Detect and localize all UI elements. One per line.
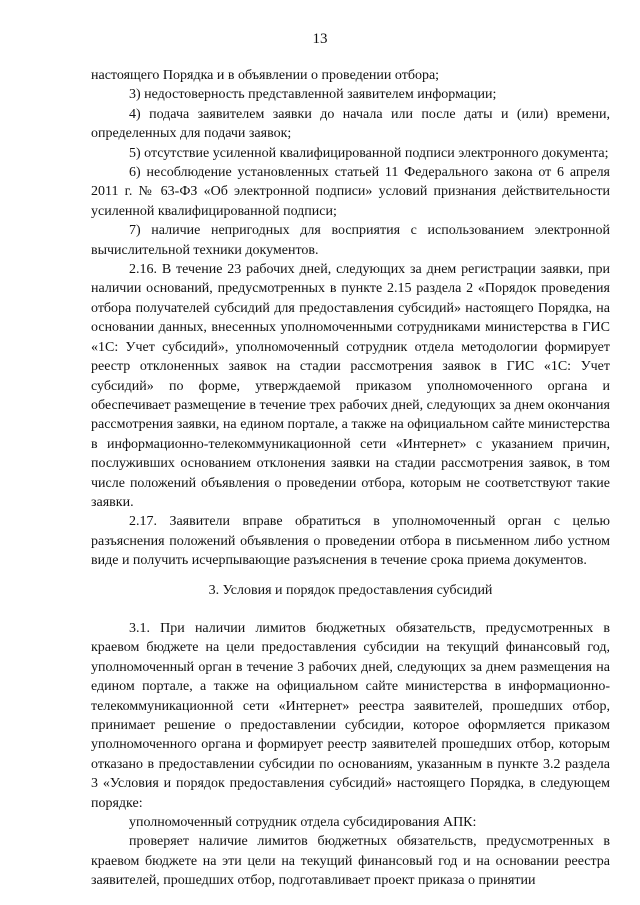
- list-item-6: 6) несоблюдение установленных статьей 11 Федерального закона от 6 апреля 2011 г. № 63-ФЗ «Об электронной подписи» условий признания действительности усиленной квалифицированной подписи;: [91, 165, 610, 219]
- list-item-7: 7) наличие непригодных для восприятия с использованием электронной вычислительной техники документов.: [91, 223, 610, 258]
- paragraph: настоящего Порядка и в объявлении о проведении отбора;: [91, 68, 440, 83]
- section-heading: 3. Условия и порядок предоставления субсидий: [208, 582, 493, 598]
- page-number: 13: [312, 31, 328, 47]
- clause-2-17: 2.17. Заявители вправе обратиться в уполномоченный орган с целью разъяснения положений объявления о проведении отбора в письменном либо устном виде и получить исчерпывающие разъяснения в течение срока приема документов.: [91, 514, 610, 569]
- list-item-3: 3) недостоверность представленной заявителем информации;: [129, 87, 497, 103]
- list-item-5: 5) отсутствие усиленной квалифицированной подписи электронного документа;: [129, 145, 609, 161]
- list-item-4: 4) подача заявителем заявки до начала или после даты и (или) времени, определенных для подачи заявок;: [91, 106, 610, 142]
- paragraph: проверяет наличие лимитов бюджетных обязательств, предусмотренных в краевом бюджете на эти цели на текущий финансовый год и на основании реестра заявителей, прошедших отбор, подготавливает проект приказа о принятии: [91, 834, 610, 889]
- document-body: [91, 66, 610, 891]
- clause-3-1: 3.1. При наличии лимитов бюджетных обязательств, предусмотренных в краевом бюджете на цели предоставления субсидии на текущий финансовый год, уполномоченный орган в течение 3 рабочих дней, следующих за днем размещения на едином портале, а также на официальном сайте министерства в информационно-телекоммуникационной сети «Интернет» реестра заявителей, прошедших отбор, принимает решение о предоставлении субсидии, которое оформляется приказом уполномоченного органа и формирует реестр заявителей прошедших отбор, которым отказано в предоставлении субсидии по основаниям, указанным в пункте 3.2 раздела 3 «Условия и порядок предоставления субсидий» настоящего Порядка, в следующем порядке:: [91, 620, 610, 811]
- paragraph: уполномоченный сотрудник отдела субсидирования АПК:: [129, 815, 477, 831]
- clause-2-16: 2.16. В течение 23 рабочих дней, следующих за днем регистрации заявки, при наличии оснований, предусмотренных в пункте 2.15 раздела 2 «Порядок проведения отбора получателей субсидий для предоставления субсидий» настоящего Порядка, на основании данных, внесенных уполномоченными сотрудниками министерства в ГИС «1С: Учет субсидий», уполномоченный сотрудник отдела методологии формирует реестр отклоненных заявок на стадии рассмотрения заявок в ГИС «1С: Учет субсидий» по форме, утверждаемой приказом уполномоченного органа и обеспечивает размещение в течение трех рабочих дней, следующих за днем окончания рассмотрения заявки, на едином портале, а также на официальном сайте министерства в информационно-телекоммуникационной сети «Интернет» с указанием причин, послуживших основанием отклонения заявки на стадии рассмотрения заявок, в том числе положений объявления о проведении отбора, которым не соответствуют такие заявки.: [91, 262, 610, 510]
